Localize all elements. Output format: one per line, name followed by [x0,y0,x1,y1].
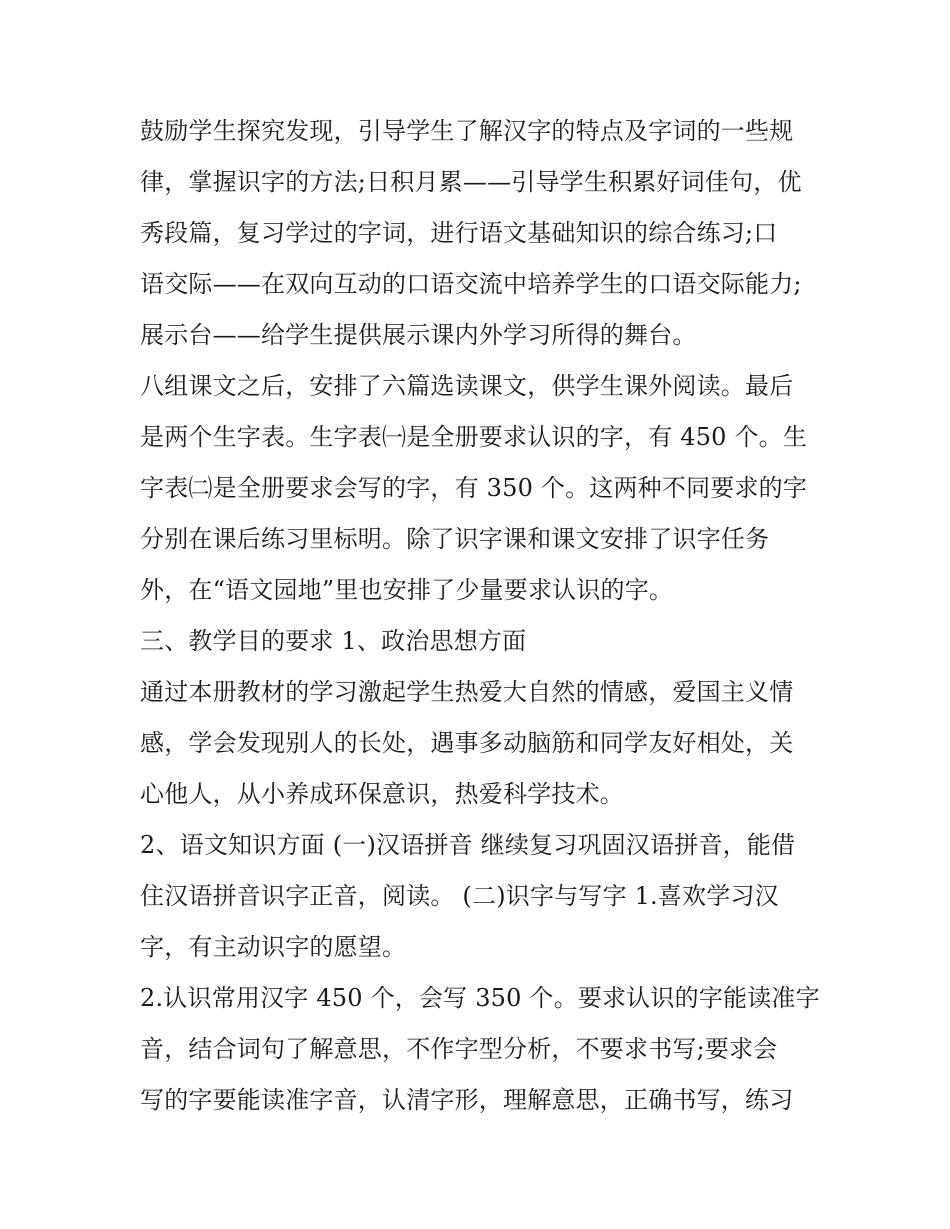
text-line: 展示台——给学生提供展示课内外学习所得的舞台。 [140,321,697,349]
text-line: 感，学会发现别人的长处，遇事多动脑筋和同学友好相处，关 [140,729,794,757]
text-line: 字，有主动识字的愿望。 [140,933,407,961]
text-line: 分别在课后练习里标明。除了识字课和课文安排了识字任务 [140,525,770,553]
text-line: 音，结合词句了解意思，不作字型分析，不要求书写;要求会 [140,1035,778,1063]
text-line: 语交际——在双向互动的口语交流中培养学生的口语交际能力; [140,270,802,298]
text-line: 字表㈡是全册要求会写的字，有 350 个。这两种不同要求的字 [140,474,808,502]
text-line: 是两个生字表。生字表㈠是全册要求认识的字，有 450 个。生 [140,423,808,451]
section-heading: 三、教学目的要求 1、政治思想方面 [140,627,527,655]
text-line: 住汉语拼音识字正音，阅读。 (二)识字与写字 1.喜欢学习汉 [140,882,779,910]
text-line: 心他人，从小养成环保意识，热爱科学技术。 [140,780,624,808]
text-line: 律，掌握识字的方法;日积月累——引导学生积累好词佳句，优 [140,168,802,196]
text-line: 鼓励学生探究发现，引导学生了解汉字的特点及字词的一些规 [140,117,794,145]
text-line: 通过本册教材的学习激起学生热爱大自然的情感，爱国主义情 [140,678,794,706]
text-line: 2、语文知识方面 (一)汉语拼音 继续复习巩固汉语拼音，能借 [140,831,796,859]
text-line: 2.认识常用汉字 450 个，会写 350 个。要求认识的字能读准字 [140,984,820,1012]
text-line: 外，在“语文园地”里也安排了少量要求认识的字。 [140,576,674,604]
text-line: 写的字要能读准字音，认清字形，理解意思，正确书写，练习 [140,1086,794,1114]
text-line: 秀段篇，复习学过的字词，进行语文基础知识的综合练习;口 [140,219,778,247]
text-line: 八组课文之后，安排了六篇选读课文，供学生课外阅读。最后 [140,372,794,400]
document-body [140,106,820,1126]
